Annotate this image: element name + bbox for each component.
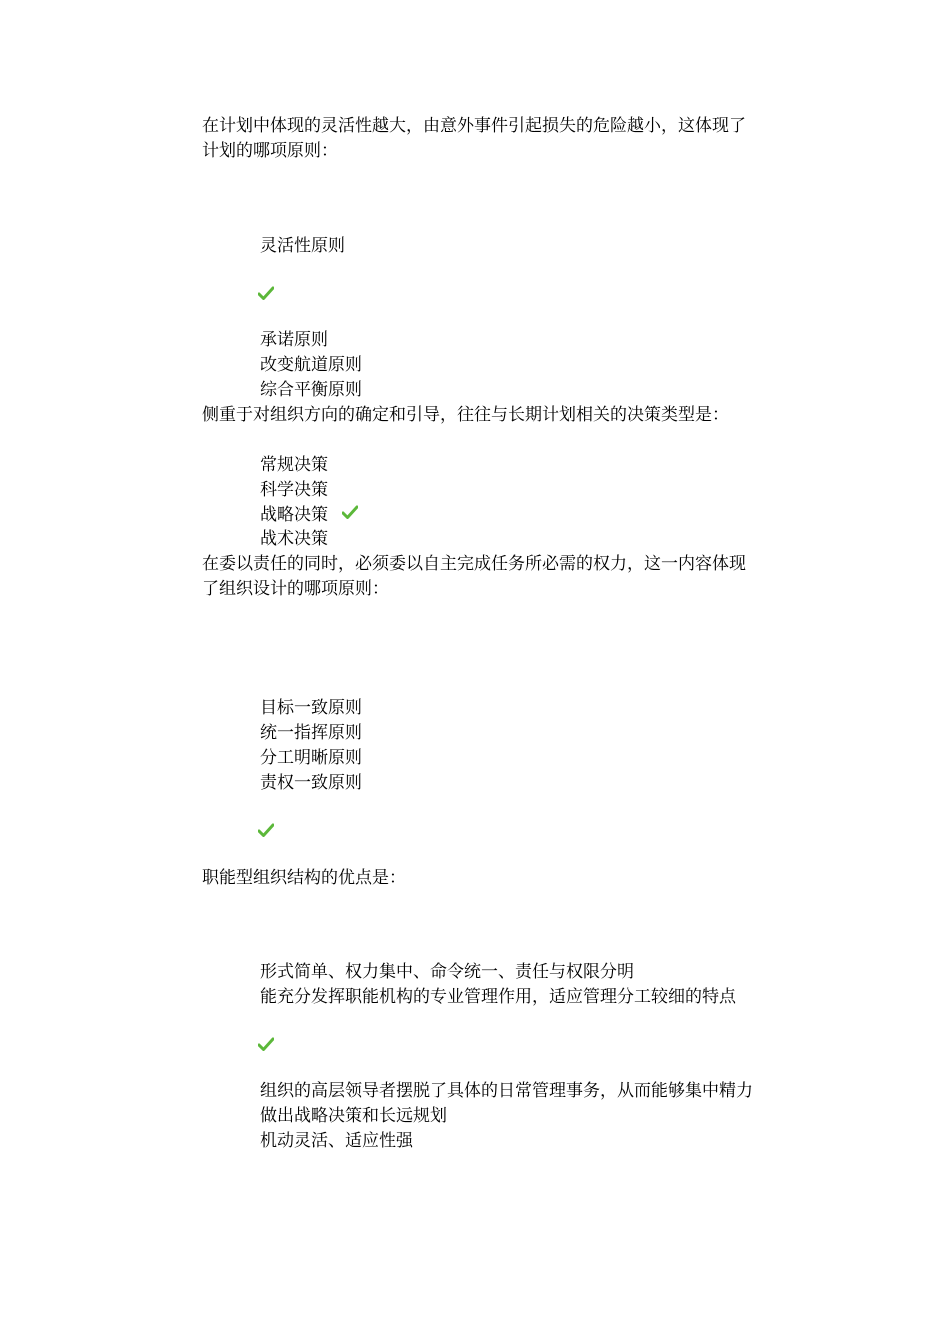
- question-1-stem-line-2: 计划的哪项原则：: [202, 141, 338, 161]
- question-3-option-c[interactable]: 分工明晰原则: [260, 748, 362, 768]
- question-2-option-a[interactable]: 常规决策: [260, 455, 328, 475]
- checkmark-icon: [258, 1037, 274, 1051]
- question-1-stem-line-1: 在计划中体现的灵活性越大，由意外事件引起损失的危险越小，这体现了: [202, 116, 746, 136]
- question-4-stem-line-1: 职能型组织结构的优点是：: [202, 868, 406, 888]
- question-2-stem-line-1: 侧重于对组织方向的确定和引导，往往与长期计划相关的决策类型是：: [202, 405, 729, 425]
- question-4-option-b[interactable]: 能充分发挥职能机构的专业管理作用，适应管理分工较细的特点: [260, 987, 736, 1007]
- question-1-option-a[interactable]: 灵活性原则: [260, 236, 345, 256]
- question-3-stem-line-1: 在委以责任的同时，必须委以自主完成任务所必需的权力，这一内容体现: [202, 554, 746, 574]
- question-2-option-d[interactable]: 战术决策: [260, 529, 328, 549]
- checkmark-icon: [342, 505, 358, 519]
- question-3-option-a[interactable]: 目标一致原则: [260, 698, 362, 718]
- question-3-option-b[interactable]: 统一指挥原则: [260, 723, 362, 743]
- question-4-option-a[interactable]: 形式简单、权力集中、命令统一、责任与权限分明: [260, 962, 634, 982]
- question-2-option-c[interactable]: 战略决策: [260, 505, 328, 525]
- question-4-option-c-line-1[interactable]: 组织的高层领导者摆脱了具体的日常管理事务，从而能够集中精力: [260, 1081, 753, 1101]
- checkmark-icon: [258, 286, 274, 300]
- checkmark-icon: [258, 823, 274, 837]
- question-4-option-c-line-2[interactable]: 做出战略决策和长远规划: [260, 1106, 447, 1126]
- question-2-option-b[interactable]: 科学决策: [260, 480, 328, 500]
- question-3-stem-line-2: 了组织设计的哪项原则：: [202, 579, 389, 599]
- question-1-option-c[interactable]: 改变航道原则: [260, 355, 362, 375]
- question-3-option-d[interactable]: 责权一致原则: [260, 773, 362, 793]
- question-4-option-d[interactable]: 机动灵活、适应性强: [260, 1131, 413, 1151]
- question-1-option-d[interactable]: 综合平衡原则: [260, 380, 362, 400]
- question-1-option-b[interactable]: 承诺原则: [260, 330, 328, 350]
